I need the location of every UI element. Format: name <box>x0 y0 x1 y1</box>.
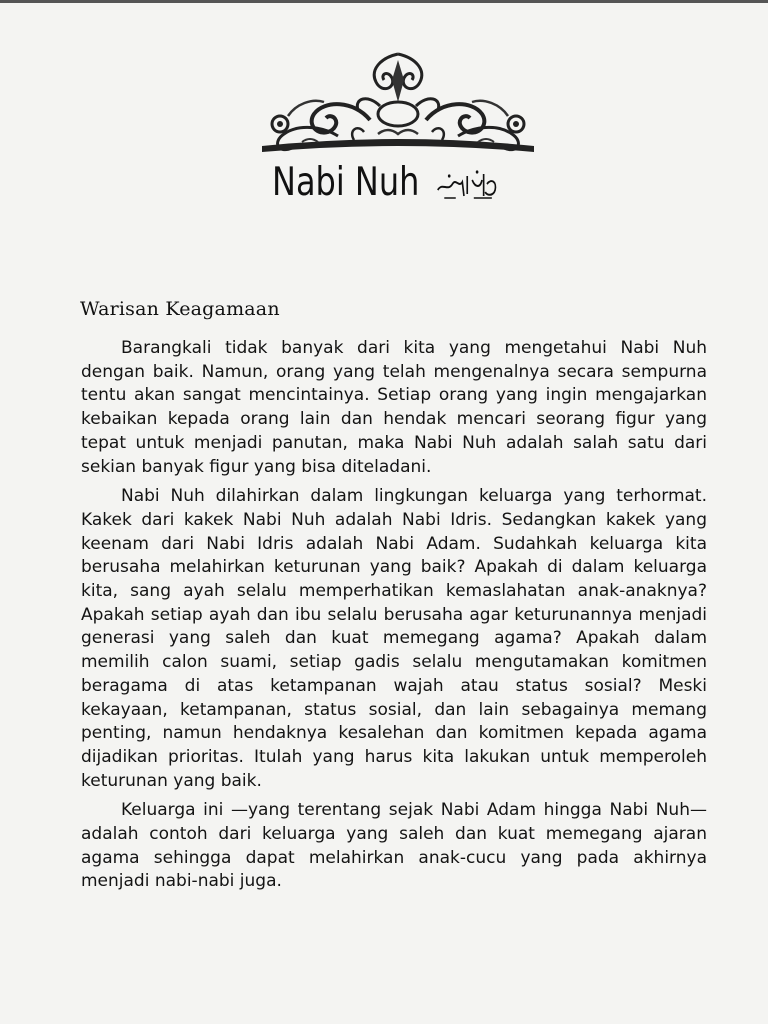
body-text <box>81 337 707 900</box>
section-heading: Warisan Keagamaan <box>80 298 280 320</box>
arabic-honorific-calligraphy-icon <box>434 168 501 202</box>
floral-ornament-icon <box>258 50 538 154</box>
chapter-title <box>72 160 702 205</box>
chapter-title-text: Nabi Nuh <box>272 160 420 205</box>
page-top-edge <box>0 0 768 3</box>
paragraph: Barangkali tidak banyak dari kita yang mengetahui Nabi Nuh dengan baik. Namun, orang yang telah mengenalnya secara sempurna tentu akan sangat mencintainya. Setiap orang yang ingin mengajarkan kebaikan kepada orang lain dan hendak mencari seorang figur yang tepat untuk menjadi panutan, maka Nabi Nuh adalah salah satu dari sekian banyak figur yang bisa diteladani. <box>81 338 707 477</box>
paragraph: Keluarga ini —yang terentang sejak Nabi Adam hingga Nabi Nuh— adalah contoh dari keluarga yang saleh dan kuat memegang ajaran agama sehingga dapat melahirkan anak-cucu yang pada akhirnya menjadi nabi-nabi juga. <box>81 800 707 892</box>
paragraph: Nabi Nuh dilahirkan dalam lingkungan keluarga yang terhormat. Kakek dari kakek Nabi Nuh adalah Nabi Idris. Sedangkan kakek yang keenam dari Nabi Idris adalah Nabi Adam. Sudahkah keluarga kita berusaha melahirkan keturunan yang baik? Apakah di dalam keluarga kita, sang ayah selalu memperhatikan kemaslahatan anak-anaknya? Apakah setiap ayah dan ibu selalu berusaha agar keturunannya menjadi generasi yang saleh dan kuat memegang agama? Apakah dalam memilih calon suami, setiap gadis selalu mengutamakan komitmen beragama di atas ketampanan wajah atau status sosial? Meski kekayaan, ketampanan, status sosial, dan lain sebagainya memang penting, namun hendaknya kesalehan dan komitmen kepada agama dijadikan prioritas. Itulah yang harus kita lakukan untuk memperoleh keturunan yang baik. <box>81 486 707 791</box>
